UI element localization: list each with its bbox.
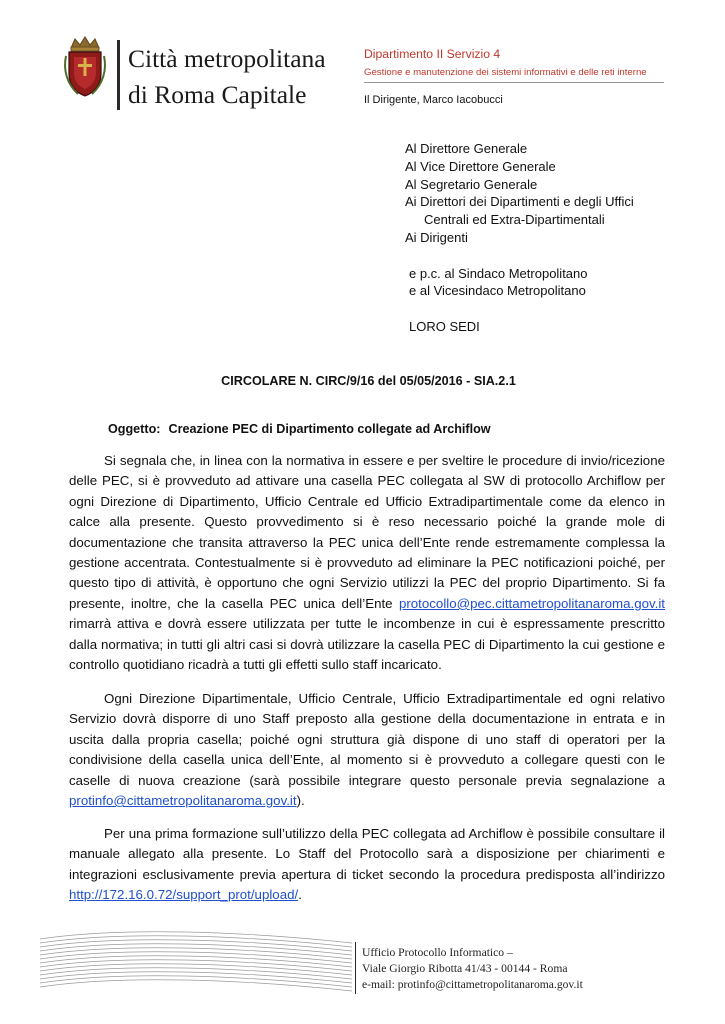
circolare-number: CIRCOLARE N. CIRC/9/16 del 05/05/2016 - SIA.2.1 [221,374,516,388]
body-paragraph-2 [69,689,665,811]
crest-icon [62,36,108,98]
body-paragraph-1 [69,451,665,675]
addressee: Al Direttore Generale [405,141,528,156]
subject-line [108,422,491,436]
paragraph-text: ). [296,793,305,809]
logo-divider [117,40,120,110]
dirigente-name: Il Dirigente, Marco Iacobucci [364,94,503,106]
paragraph-text: . [298,887,302,903]
footer-divider [355,942,356,994]
cc-addressee: e al Vicesindaco Metropolitano [409,283,586,299]
addressee: Ai Direttori dei Dipartimenti e degli Uffici [405,194,634,210]
subject-label: Oggetto: [108,422,161,436]
footer-address: Viale Giorgio Ribotta 41/43 - 00144 - Roma [362,962,568,975]
cc-addressee: e p.c. al Sindaco Metropolitano [409,265,588,281]
paragraph-text: Si segnala che, in linea con la normativa in essere e per sveltire le procedure di invio/ricezione delle PEC, si è provveduto ad attivare una casella PEC collegata al SW di protocollo Archiflow per ogni Direzione di Dipartimento, Ufficio Centrale ed Ufficio Extradipartimentale come da elenco in calce alla presente. Questo provvedimento si è reso necessario poiché la grande mole di documentazione che transita attraverso la PEC unica dell’Ente rende estremamente complessa la gestione accentrata. Contestualmente si è provveduto ad eliminare la PEC notificazioni poiché, per questo tipo di attività, è opportuno che ogni Servizio utilizzi la PEC del proprio Dipartimento. Si fa presente, inoltre, che la casella PEC unica dell’Ente [69,453,665,611]
pec-email-link[interactable]: protocollo@pec.cittametropolitanaroma.gov.it [398,595,665,611]
body-paragraph-3 [69,824,665,906]
logo-title-line2: di Roma Capitale [128,80,307,109]
protinfo-email-link[interactable]: protinfo@cittametropolitanaroma.gov.it [69,793,297,809]
footer-email: e-mail: protinfo@cittametropolitanaroma.gov.it [362,978,583,991]
logo-title-line1: Città metropolitana [128,44,326,73]
department-subtitle: Gestione e manutenzione dei sistemi informativi e delle reti interne [364,67,647,78]
addressee: Ai Dirigenti [405,229,468,245]
department-name: Dipartimento II Servizio 4 [364,47,501,61]
subject-text: Creazione PEC di Dipartimento collegate ad Archiflow [168,422,491,436]
paragraph-text: Ogni Direzione Dipartimentale, Ufficio Centrale, Ufficio Extradipartimentale ed ogni relativo Servizio dovrà disporre di uno Staff preposto alla gestione della documentazione in entrata e in uscita dalla propria casella; poiché ogni struttura già dispone di uno staff di operatori per la condivisione della casella unica dell’Ente, al momento si è provveduto a collegare questi con le caselle di nuova creazione (sarà possibile integrare questo personale previa segnalazione a [69,691,665,788]
paragraph-text: Per una prima formazione sull’utilizzo della PEC collegata ad Archiflow è possibile consultare il manuale allegato alla presente. Lo Staff del Protocollo sarà a disposizione per chiarimenti e integrazioni esclusivamente previa apertura di ticket secondo la procedura predisposta all’indirizzo [69,826,665,882]
addressee: Centrali ed Extra-Dipartimentali [424,212,605,228]
addressees-block [405,140,634,336]
closing-loro-sedi: LORO SEDI [409,318,480,334]
header-divider [364,82,664,83]
paragraph-text: rimarrà attiva e dovrà essere utilizzata per tutte le incombenze in cui è espressamente prescritto dalla normativa; in tutti gli altri casi si dovrà utilizzare la casella PEC di Dipartimento la cui gestione e controllo quotidiano ricadrà a tutti gli effetti sullo staff incaricato. [69,616,665,673]
support-url-link[interactable]: http://172.16.0.72/support_prot/upload/ [69,887,299,903]
addressee: Al Segretario Generale [405,176,538,192]
footer-swoosh-decoration [40,925,352,1001]
addressee: Al Vice Direttore Generale [405,158,556,174]
footer-office: Ufficio Protocollo Informatico – [362,946,513,959]
